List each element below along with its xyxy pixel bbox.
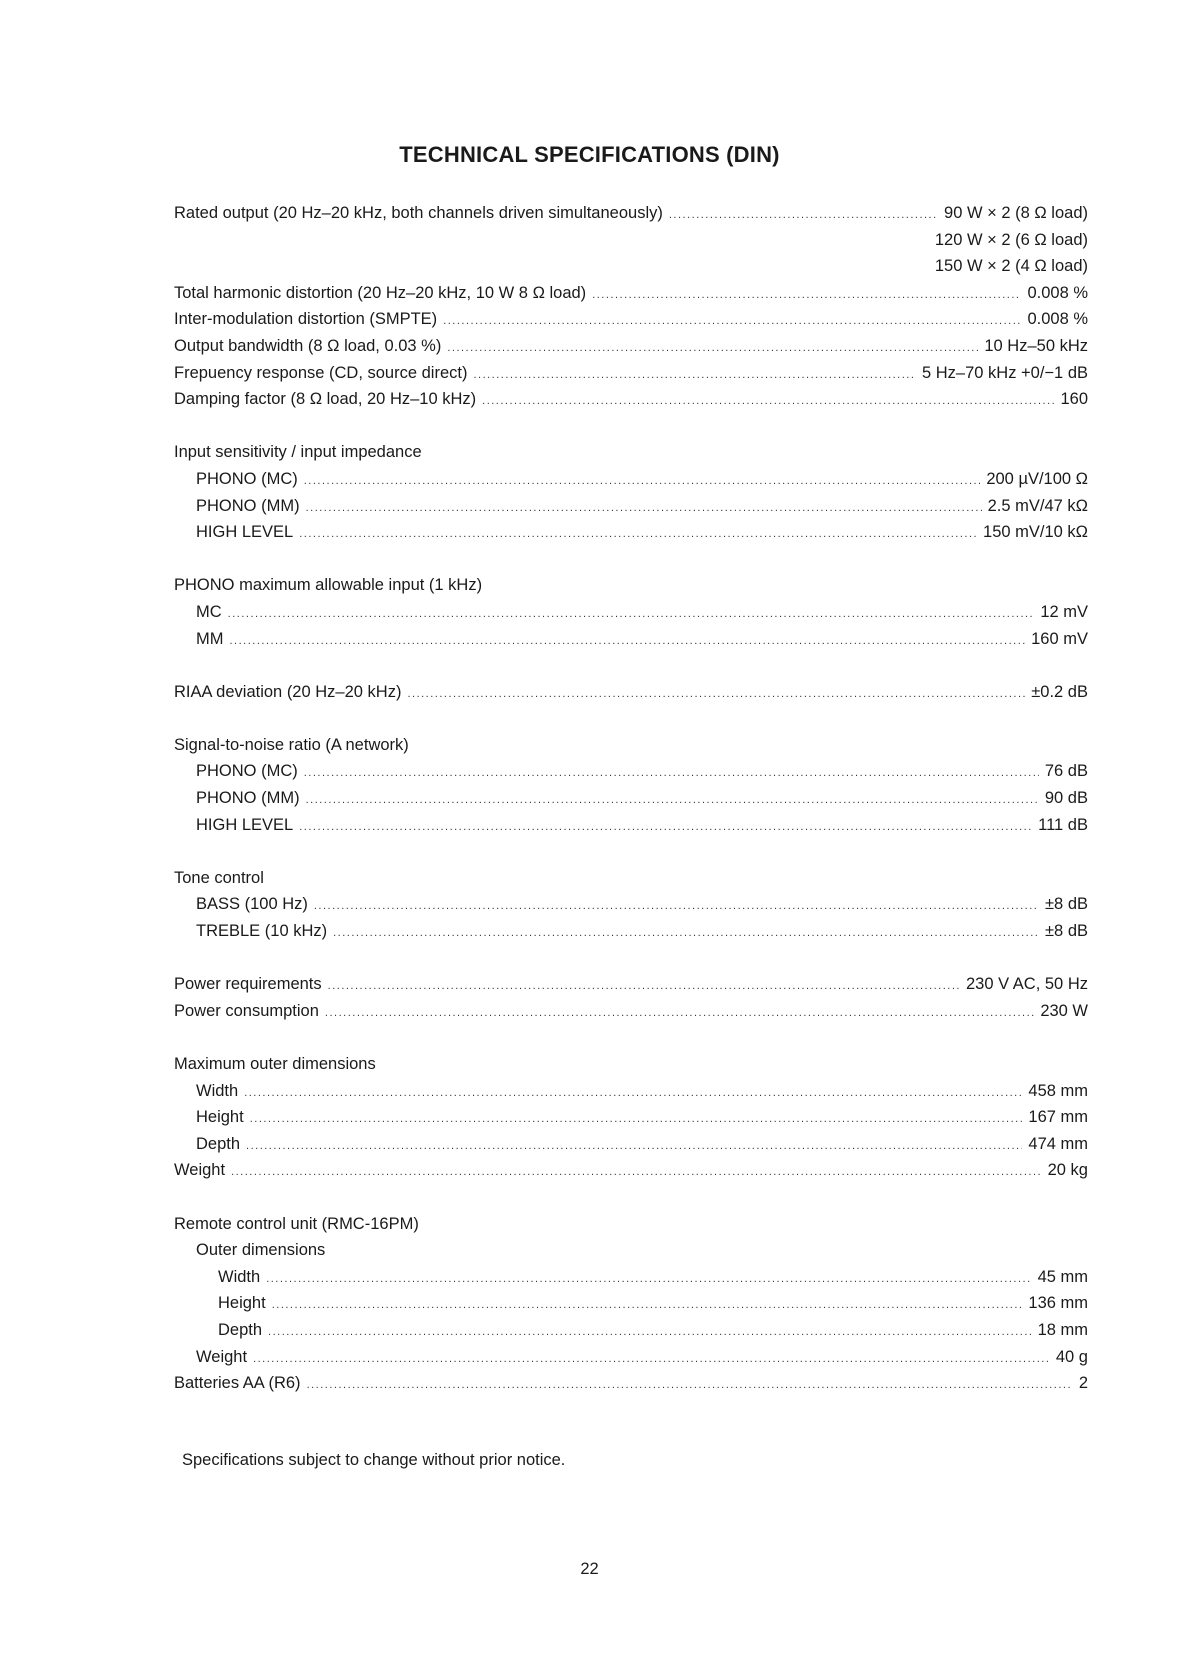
leader-dots xyxy=(306,495,982,522)
spec-row-remote-height xyxy=(174,1290,1088,1317)
spec-value: 200 µV/100 Ω xyxy=(986,469,1088,488)
spec-row-remote-weight xyxy=(174,1344,1088,1371)
leader-dots xyxy=(306,787,1039,814)
leader-dots xyxy=(268,1319,1032,1346)
section-gap xyxy=(174,1024,1088,1051)
spec-value: 136 mm xyxy=(1028,1294,1088,1313)
spec-label: PHONO (MC) xyxy=(196,469,298,488)
spec-row-sens-phono-mc xyxy=(174,466,1088,493)
spec-table xyxy=(174,200,1088,1397)
leader-dots xyxy=(246,1133,1022,1160)
section-heading xyxy=(174,732,1088,759)
leader-dots xyxy=(407,681,1025,708)
spec-label: Weight xyxy=(174,1161,226,1180)
spec-row-sens-high-level xyxy=(174,519,1088,546)
spec-label: Total harmonic distortion (20 Hz–20 kHz, 10 W 8 Ω load) xyxy=(174,283,587,302)
section-heading xyxy=(174,439,1088,466)
spec-value: 160 xyxy=(1060,390,1088,409)
spec-value: 0.008 % xyxy=(1027,283,1088,302)
leader-dots xyxy=(482,388,1054,415)
section-gap xyxy=(174,546,1088,573)
spec-label: Damping factor (8 Ω load, 20 Hz–10 kHz) xyxy=(174,390,477,409)
spec-label: TREBLE (10 kHz) xyxy=(196,922,328,941)
spec-row-power-consumption xyxy=(174,998,1088,1025)
leader-dots xyxy=(244,1080,1022,1107)
heading-text: Tone control xyxy=(174,868,264,887)
leader-dots xyxy=(314,893,1039,920)
spec-label: PHONO (MC) xyxy=(196,762,298,781)
spec-row-rated-output-4ohm xyxy=(174,253,1088,280)
spec-value: 5 Hz–70 kHz +0/−1 dB xyxy=(921,363,1088,382)
leader-dots xyxy=(304,760,1039,787)
spec-value: 167 mm xyxy=(1028,1108,1088,1127)
subsection-heading xyxy=(174,1237,1088,1264)
spec-row-thd xyxy=(174,280,1088,307)
spec-label: PHONO (MM) xyxy=(196,789,300,808)
spec-label: HIGH LEVEL xyxy=(196,523,294,542)
spec-row-frequency-response xyxy=(174,360,1088,387)
spec-value: 76 dB xyxy=(1044,762,1088,781)
section-gap xyxy=(174,413,1088,440)
page-number: 22 xyxy=(580,1560,599,1578)
spec-value: 230 W xyxy=(1040,1001,1088,1020)
section-heading xyxy=(174,572,1088,599)
notice-text: Specifications subject to change without prior notice. xyxy=(182,1451,566,1469)
spec-label: MC xyxy=(196,602,222,621)
leader-dots xyxy=(447,335,978,362)
spec-label: HIGH LEVEL xyxy=(196,815,294,834)
spec-value: ±0.2 dB xyxy=(1031,682,1088,701)
page-title: TECHNICAL SPECIFICATIONS (DIN) xyxy=(399,142,780,167)
heading-text: Outer dimensions xyxy=(196,1241,326,1260)
section-gap xyxy=(174,652,1088,679)
leader-dots xyxy=(299,814,1032,841)
spec-label: PHONO (MM) xyxy=(196,496,300,515)
spec-row-dim-width xyxy=(174,1078,1088,1105)
spec-row-weight xyxy=(174,1157,1088,1184)
heading-text: Remote control unit (RMC-16PM) xyxy=(174,1214,419,1233)
spec-value: 458 mm xyxy=(1028,1081,1088,1100)
spec-row-max-mm xyxy=(174,626,1088,653)
leader-dots xyxy=(231,1159,1042,1186)
spec-value: 20 kg xyxy=(1047,1161,1088,1180)
spec-row-batteries xyxy=(174,1370,1088,1397)
spec-row-remote-width xyxy=(174,1264,1088,1291)
spec-row-rated-output-6ohm xyxy=(174,227,1088,254)
spec-row-snr-phono-mm xyxy=(174,785,1088,812)
spec-label: MM xyxy=(196,629,224,648)
leader-dots xyxy=(669,202,938,229)
spec-value: 160 mV xyxy=(1031,629,1088,648)
spec-value: 10 Hz–50 kHz xyxy=(984,336,1088,355)
spec-label: Batteries AA (R6) xyxy=(174,1374,301,1393)
spec-label: Depth xyxy=(196,1134,241,1153)
spec-label: Output bandwidth (8 Ω load, 0.03 %) xyxy=(174,336,442,355)
leader-dots xyxy=(333,920,1039,947)
spec-label: Inter-modulation distortion (SMPTE) xyxy=(174,310,438,329)
leader-dots xyxy=(304,468,981,495)
heading-text: Input sensitivity / input impedance xyxy=(174,443,422,462)
leader-dots xyxy=(443,308,1021,335)
spec-label: BASS (100 Hz) xyxy=(196,895,308,914)
spec-row-damping xyxy=(174,386,1088,413)
section-gap xyxy=(174,838,1088,865)
spec-value: 120 W × 2 (6 Ω load) xyxy=(934,230,1088,249)
spec-row-rated-output xyxy=(174,200,1088,227)
spec-value: 90 dB xyxy=(1044,789,1088,808)
spec-value: 0.008 % xyxy=(1027,310,1088,329)
leader-dots xyxy=(325,1000,1034,1027)
section-gap xyxy=(174,945,1088,972)
spec-value: 111 dB xyxy=(1038,815,1088,834)
spec-value: ±8 dB xyxy=(1045,895,1088,914)
leader-dots xyxy=(299,521,977,548)
section-heading xyxy=(174,865,1088,892)
leader-dots xyxy=(266,1266,1031,1293)
spec-row-riaa xyxy=(174,679,1088,706)
spec-label: Height xyxy=(196,1108,244,1127)
leader-dots xyxy=(473,362,916,389)
spec-label: Depth xyxy=(218,1320,263,1339)
spec-label: RIAA deviation (20 Hz–20 kHz) xyxy=(174,682,402,701)
spec-row-snr-phono-mc xyxy=(174,758,1088,785)
section-gap xyxy=(174,1184,1088,1211)
spec-label: Power requirements xyxy=(174,975,322,994)
heading-text: Signal-to-noise ratio (A network) xyxy=(174,735,409,754)
section-gap xyxy=(174,705,1088,732)
spec-row-imd xyxy=(174,306,1088,333)
leader-dots xyxy=(592,282,1021,309)
spec-value: 150 W × 2 (4 Ω load) xyxy=(934,257,1088,276)
spec-value: 230 V AC, 50 Hz xyxy=(966,975,1088,994)
spec-label: Width xyxy=(218,1267,261,1286)
spec-row-dim-height xyxy=(174,1104,1088,1131)
spec-value: 2.5 mV/47 kΩ xyxy=(987,496,1088,515)
spec-row-remote-depth xyxy=(174,1317,1088,1344)
spec-value: ±8 dB xyxy=(1045,922,1088,941)
spec-value: 40 g xyxy=(1055,1347,1088,1366)
spec-value: 18 mm xyxy=(1037,1320,1088,1339)
spec-label: Rated output (20 Hz–20 kHz, both channels driven simultaneously) xyxy=(174,204,663,222)
spec-row-dim-depth xyxy=(174,1131,1088,1158)
spec-label: Height xyxy=(218,1294,266,1313)
leader-dots xyxy=(230,628,1026,655)
spec-row-treble xyxy=(174,918,1088,945)
spec-row-sens-phono-mm xyxy=(174,493,1088,520)
spec-row-power-requirements xyxy=(174,971,1088,998)
spec-value: 90 W × 2 (8 Ω load) xyxy=(944,204,1088,222)
spec-value: 2 xyxy=(1078,1374,1088,1393)
leader-dots xyxy=(307,1372,1073,1399)
spec-value: 45 mm xyxy=(1037,1267,1088,1286)
section-heading xyxy=(174,1051,1088,1078)
section-heading xyxy=(174,1211,1088,1238)
spec-value: 12 mV xyxy=(1040,602,1088,621)
spec-row-bandwidth xyxy=(174,333,1088,360)
spec-label: Weight xyxy=(196,1347,248,1366)
spec-row-bass xyxy=(174,891,1088,918)
spec-row-snr-high-level xyxy=(174,812,1088,839)
spec-value: 150 mV/10 kΩ xyxy=(983,523,1088,542)
spec-value: 474 mm xyxy=(1028,1134,1088,1153)
spec-label: Power consumption xyxy=(174,1001,319,1020)
spec-label: Frepuency response (CD, source direct) xyxy=(174,363,468,382)
leader-dots xyxy=(272,1292,1023,1319)
leader-dots xyxy=(328,973,960,1000)
heading-text: PHONO maximum allowable input (1 kHz) xyxy=(174,576,483,595)
spec-row-max-mc xyxy=(174,599,1088,626)
heading-text: Maximum outer dimensions xyxy=(174,1055,376,1073)
spec-label: Width xyxy=(196,1081,239,1100)
leader-dots xyxy=(250,1106,1023,1133)
leader-dots xyxy=(228,601,1035,628)
leader-dots xyxy=(253,1346,1050,1373)
